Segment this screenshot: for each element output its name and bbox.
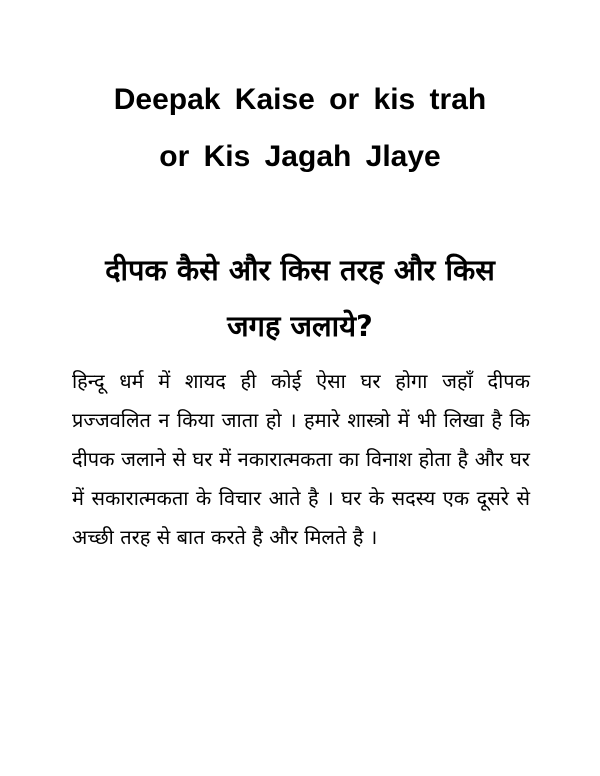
english-title-line-1: Deepak Kaise or kis trah: [113, 83, 487, 116]
hindi-title-line-2: जगह जलाये?: [227, 309, 373, 343]
body-paragraph: हिन्दू धर्म में शायद ही कोई ऐसा घर होगा जहाँ दीपक प्रज्जवलित न किया जाता हो । हमारे शास्त्रो में भी लिखा है कि दीपक जलाने से घर में नकारात्मकता का विनाश होता है और घर में सकारात्मकता के विचार आते है । घर के सदस्य एक दूसरे से अच्छी तरह से बात करते है और मिलते है ।: [72, 369, 530, 549]
english-title-line-2: or Kis Jagah Jlaye: [159, 140, 441, 173]
hindi-title-line-1: दीपक कैसे और किस तरह और किस: [105, 253, 495, 287]
